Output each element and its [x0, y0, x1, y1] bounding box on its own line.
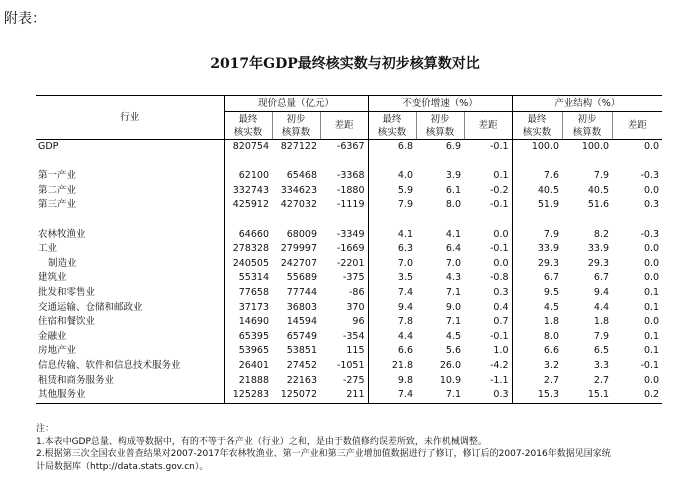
cell-value: 53965	[224, 344, 272, 359]
cell-value: -0.1	[489, 141, 509, 152]
cell-value: 9.8	[368, 374, 416, 389]
cell-value: 0.1	[643, 345, 660, 357]
cell-value: 7.4	[368, 286, 416, 301]
cell-value: 14594	[286, 316, 317, 328]
row-label: 第一产业	[38, 170, 77, 182]
table-title: 2017年GDP最终核实数与初步核算数对比	[210, 56, 480, 72]
cell-value: 0.3	[493, 286, 509, 298]
row-label: 住宿和餐饮业	[38, 316, 96, 328]
cell-value: 125283	[224, 388, 272, 403]
cell-value: 0.0	[643, 316, 660, 328]
cell-value: 2.7	[512, 374, 562, 389]
cell-value: 827122	[280, 141, 317, 152]
cell-value: 4.4	[593, 301, 610, 313]
cell-value: 7.1	[445, 316, 461, 328]
header-sub-2-1: 初步 核算数	[562, 112, 612, 140]
cell-value: 4.4	[368, 330, 416, 345]
table-row	[36, 388, 662, 403]
cell-value: 33.9	[512, 242, 562, 257]
cell-value: 53851	[286, 345, 317, 357]
cell-value: 26401	[224, 359, 272, 374]
cell-value: 10.9	[439, 374, 461, 386]
cell-value: -0.3	[640, 228, 660, 240]
cell-value: -354	[342, 330, 365, 342]
cell-value: 62100	[224, 169, 272, 184]
table-row	[36, 228, 662, 243]
spacer-row	[36, 155, 662, 170]
table-row	[36, 271, 662, 286]
row-label: 金融业	[38, 330, 67, 342]
cell-value: 6.8	[368, 140, 416, 155]
cell-value: -0.8	[489, 272, 509, 284]
cell-value: 279997	[280, 243, 317, 255]
row-label: 房地产业	[38, 345, 77, 357]
header-sub-1-0: 最终 核实数	[368, 112, 416, 140]
cell-value: 6.5	[593, 345, 610, 357]
gdp-comparison-table	[36, 95, 662, 404]
cell-value: 3.2	[512, 359, 562, 374]
row-label: 制造业	[48, 257, 77, 269]
header-industry: 行业	[36, 96, 224, 140]
cell-value: 427032	[280, 199, 317, 211]
cell-value: 7.6	[512, 169, 562, 184]
cell-value: 29.3	[587, 257, 610, 269]
cell-value: 6.1	[445, 184, 461, 196]
table-row	[36, 242, 662, 257]
cell-value: 4.0	[368, 169, 416, 184]
cell-value: 15.1	[562, 388, 612, 403]
header-sub-0-2: 差距	[320, 112, 368, 140]
cell-value: 77658	[224, 286, 272, 301]
cell-value: 36803	[286, 301, 317, 313]
row-label: 其他服务业	[36, 388, 224, 403]
cell-value: 332743	[224, 184, 272, 199]
cell-value: -275	[342, 374, 365, 386]
spacer-row	[36, 213, 662, 228]
table-row	[36, 330, 662, 345]
table-row	[36, 315, 662, 330]
cell-value: 7.0	[368, 257, 416, 272]
table-body	[36, 140, 662, 404]
cell-value: 7.9	[368, 198, 416, 213]
cell-value: 0.2	[612, 388, 662, 403]
cell-value: 65468	[286, 170, 317, 182]
cell-value: -4.2	[489, 359, 509, 371]
cell-value: 40.5	[587, 184, 610, 196]
note-line: 计局数据库（http://data.stats.gov.cn）。	[36, 461, 209, 472]
cell-value: 370	[346, 301, 365, 313]
cell-value: -1051	[336, 359, 365, 371]
cell-value: 6.9	[445, 141, 461, 152]
cell-value: 7.4	[368, 388, 416, 403]
cell-value: 6.6	[512, 344, 562, 359]
cell-value: -0.1	[489, 199, 509, 211]
table-row	[36, 344, 662, 359]
cell-value: 40.5	[512, 184, 562, 199]
cell-value: 7.9	[593, 330, 610, 342]
cell-value: 3.9	[445, 170, 461, 182]
cell-value: 33.9	[587, 243, 610, 255]
cell-value: 0.1	[643, 286, 660, 298]
header-sub-2-0: 最终 核实数	[512, 112, 562, 140]
cell-value: -1.1	[489, 374, 509, 386]
note-line: 1.本表中GDP总量、构成等数据中，有的不等于各产业（行业）之和，是由于数值修约误差所致，未作机械调整。	[36, 436, 487, 447]
cell-value: 1.8	[593, 316, 610, 328]
cell-value: 6.6	[368, 344, 416, 359]
cell-value: -0.1	[489, 330, 509, 342]
cell-value: 51.9	[512, 198, 562, 213]
row-label: GDP	[38, 141, 59, 152]
cell-value: 22163	[286, 374, 317, 386]
cell-value: 1.0	[493, 345, 509, 357]
cell-value: 55314	[224, 271, 272, 286]
cell-value: 334623	[280, 184, 317, 196]
cell-value: 96	[352, 316, 365, 328]
table-row	[36, 359, 662, 374]
cell-value: 8.0	[512, 330, 562, 345]
header-sub-1-1: 初步 核算数	[416, 112, 464, 140]
cell-value: -2201	[336, 257, 365, 269]
cell-value: 8.2	[593, 228, 610, 240]
header-sub-1-2: 差距	[464, 112, 512, 140]
cell-value: 65395	[224, 330, 272, 345]
header-sub-0-1: 初步 核算数	[272, 112, 320, 140]
cell-value: 0.4	[493, 301, 509, 313]
cell-value: 7.8	[368, 315, 416, 330]
cell-value: 27452	[286, 359, 317, 371]
cell-value: 0.0	[643, 257, 660, 269]
cell-value: 0.1	[643, 330, 660, 342]
cell-value: 4.5	[445, 330, 461, 342]
table-row	[36, 374, 662, 389]
cell-value: 0.0	[643, 141, 660, 152]
header-sub-0-0: 最终 核实数	[224, 112, 272, 140]
cell-value: -0.3	[640, 170, 660, 182]
cell-value: 0.0	[493, 257, 509, 269]
cell-value: 3.5	[368, 271, 416, 286]
note-line: 2.根据第三次全国农业普查结果对2007-2017年农林牧渔业、第一产业和第三产业增加值数据进行了修订，修订后的2007-2016年数据见国家统	[36, 449, 611, 459]
cell-value: -0.2	[489, 184, 509, 196]
cell-value: 7.0	[445, 257, 461, 269]
cell-value: 2.7	[593, 374, 610, 386]
cell-value: 5.6	[445, 345, 461, 357]
cell-value: -1880	[336, 184, 365, 196]
cell-value: -6367	[336, 141, 365, 152]
row-label: 交通运输、仓储和邮政业	[38, 301, 143, 313]
cell-value: 4.3	[445, 272, 461, 284]
cell-value: 6.7	[593, 272, 610, 284]
cell-value: 425912	[224, 198, 272, 213]
cell-value: 0.3	[643, 199, 660, 211]
cell-value: 7.9	[593, 170, 610, 182]
cell-value: 15.3	[512, 388, 562, 403]
row-label: 建筑业	[38, 272, 67, 284]
table-notes	[36, 423, 666, 473]
table-row	[36, 169, 662, 184]
row-label: 农林牧渔业	[38, 228, 86, 240]
cell-value: 1.8	[512, 315, 562, 330]
cell-value: 37173	[224, 301, 272, 316]
cell-value: 21.8	[368, 359, 416, 374]
note-line: 注：	[36, 424, 55, 434]
cell-value: 9.4	[593, 286, 610, 298]
cell-value: 7.1	[445, 286, 461, 298]
cell-value: 9.5	[512, 286, 562, 301]
cell-value: 0.0	[643, 272, 660, 284]
cell-value: 278328	[224, 242, 272, 257]
cell-value: 14690	[224, 315, 272, 330]
cell-value: 9.4	[368, 301, 416, 316]
cell-value: 242707	[280, 257, 317, 269]
table-row	[36, 140, 662, 155]
cell-value: 100.0	[512, 140, 562, 155]
row-label: 工业	[38, 243, 58, 255]
cell-value: -1119	[336, 199, 365, 211]
cell-value: 0.0	[493, 228, 509, 240]
appendix-label: 附表：	[4, 11, 46, 27]
cell-value: 7.9	[512, 228, 562, 243]
row-label: 第三产业	[38, 199, 77, 211]
table-row	[36, 257, 662, 272]
cell-value: 6.4	[445, 243, 461, 255]
cell-value: 51.6	[587, 199, 610, 211]
table-row	[36, 198, 662, 213]
cell-value: 29.3	[512, 257, 562, 272]
cell-value: -3349	[336, 228, 365, 240]
cell-value: 0.1	[493, 170, 509, 182]
cell-value: 0.0	[643, 374, 660, 386]
cell-value: 4.1	[368, 228, 416, 243]
header-group-nominal: 现价总量（亿元）	[224, 96, 368, 112]
cell-value: 8.0	[445, 199, 461, 211]
cell-value: 7.1	[416, 388, 464, 403]
cell-value: 125072	[272, 388, 320, 403]
cell-value: -86	[348, 286, 365, 298]
cell-value: -0.1	[640, 359, 660, 371]
cell-value: 4.5	[512, 301, 562, 316]
cell-value: 0.0	[643, 184, 660, 196]
cell-value: 0.0	[643, 243, 660, 255]
cell-value: 0.7	[493, 316, 509, 328]
cell-value: 4.1	[445, 228, 461, 240]
cell-value: 820754	[224, 140, 272, 155]
cell-value: 6.3	[368, 242, 416, 257]
table-row	[36, 184, 662, 199]
cell-value: 55689	[286, 272, 317, 284]
header-group-structure: 产业结构（%）	[512, 96, 662, 112]
cell-value: 0.3	[464, 388, 512, 403]
cell-value: 100.0	[581, 141, 610, 152]
row-label: 信息传输、软件和信息技术服务业	[38, 359, 181, 371]
cell-value: -1669	[336, 243, 365, 255]
cell-value: -3368	[336, 170, 365, 182]
cell-value: 21888	[224, 374, 272, 389]
cell-value: 68009	[286, 228, 317, 240]
cell-value: 3.3	[593, 359, 610, 371]
header-sub-2-2: 差距	[612, 112, 662, 140]
row-label: 租赁和商务服务业	[38, 374, 115, 386]
cell-value: 6.7	[512, 271, 562, 286]
cell-value: 65749	[286, 330, 317, 342]
header-group-growth: 不变价增速（%）	[368, 96, 512, 112]
cell-value: 240505	[224, 257, 272, 272]
cell-value: 211	[320, 388, 368, 403]
cell-value: 26.0	[439, 359, 461, 371]
cell-value: -0.1	[489, 243, 509, 255]
table-row	[36, 301, 662, 316]
cell-value: 77744	[286, 286, 317, 298]
cell-value: 0.1	[643, 301, 660, 313]
cell-value: 5.9	[368, 184, 416, 199]
cell-value: 9.0	[445, 301, 461, 313]
row-label: 第二产业	[38, 184, 77, 196]
table-row	[36, 286, 662, 301]
cell-value: 64660	[224, 228, 272, 243]
cell-value: -375	[342, 272, 365, 284]
cell-value: 115	[346, 345, 365, 357]
row-label: 批发和零售业	[38, 286, 96, 298]
